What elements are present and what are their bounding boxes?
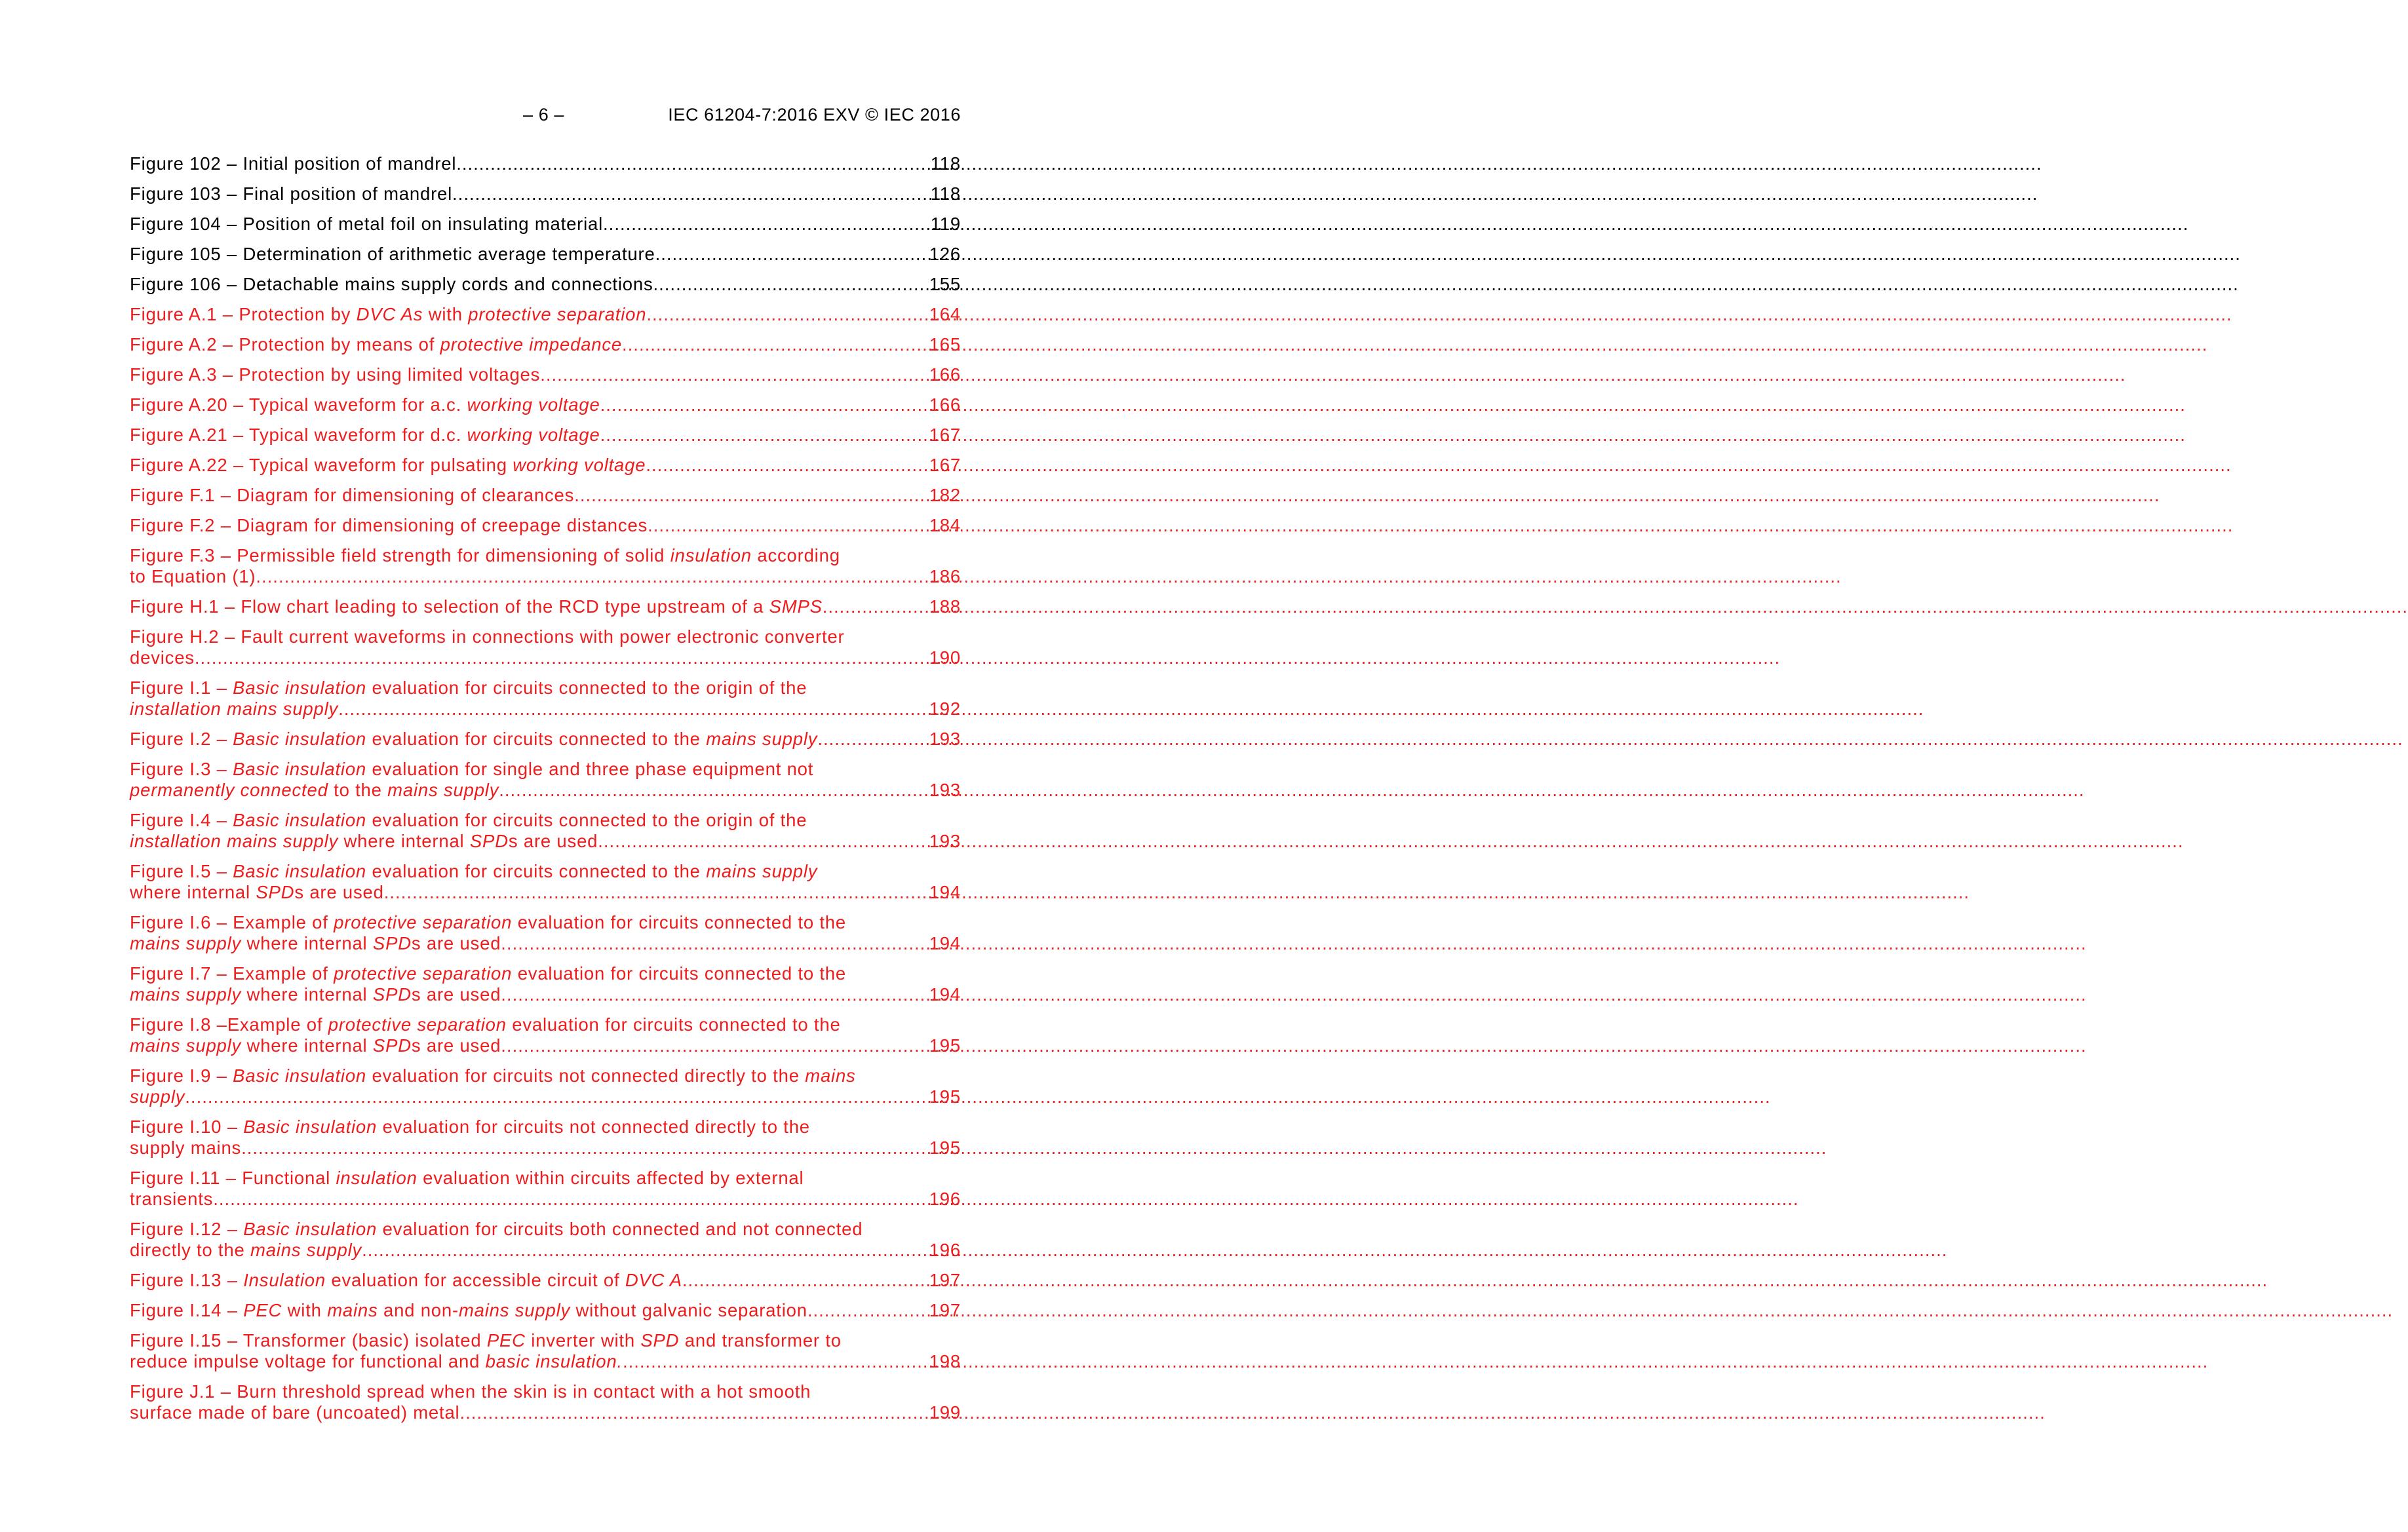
dot-leader [682, 1270, 928, 1291]
dot-leader [817, 729, 927, 750]
toc-entry[interactable] [130, 274, 961, 295]
defined-term: Basic insulation [243, 1117, 378, 1137]
toc-entry-title [130, 1138, 241, 1159]
title-text: Figure A.20 – Typical waveform for a.c. [130, 394, 467, 415]
toc-entry-line [130, 626, 961, 647]
title-text: s are used [411, 984, 501, 1005]
toc-entry-line [130, 882, 961, 903]
toc-page-number: 184 [929, 515, 961, 535]
dot-leader [823, 596, 928, 617]
dot-leader [653, 274, 928, 295]
toc-entry-title [130, 1240, 362, 1261]
toc-page-number: 164 [929, 304, 961, 324]
dot-leader [338, 699, 928, 719]
toc-page-number: 167 [929, 425, 961, 445]
title-text: evaluation within circuits affected by external [417, 1168, 804, 1188]
title-text: s are used [411, 1035, 501, 1056]
defined-term: SPD [372, 933, 412, 953]
toc-entry[interactable] [130, 1330, 961, 1372]
title-text: Figure F.3 – Permissible field strength for dimensioning of solid [130, 545, 670, 565]
toc-page-number: 195 [929, 1035, 961, 1056]
toc-page-number: 197 [929, 1300, 961, 1320]
toc-entry-title [130, 1351, 623, 1372]
toc-entry-line [130, 1381, 961, 1402]
title-text: Figure J.1 – Burn threshold spread when the skin is in contact with a hot smooth [130, 1381, 811, 1402]
defined-term: PEC [243, 1300, 282, 1320]
toc-entry[interactable] [130, 394, 961, 415]
defined-term: SPD [469, 831, 509, 851]
title-text: Figure I.11 – Functional [130, 1168, 336, 1188]
dot-leader [499, 780, 927, 801]
defined-term: PEC [486, 1330, 526, 1350]
title-text: according [751, 545, 840, 565]
title-text: evaluation for circuits connected to the [366, 861, 707, 881]
toc-entry-line [130, 304, 961, 325]
toc-entry-line [130, 831, 961, 852]
title-text: s are used [294, 882, 384, 902]
title-text: without galvanic separation [570, 1300, 807, 1320]
page-number: – 6 – [523, 105, 565, 124]
toc-page-number: 194 [929, 933, 961, 953]
toc-entry-title [130, 729, 817, 750]
defined-term: basic insulation. [485, 1351, 623, 1371]
dot-leader [456, 153, 929, 174]
title-text: s are used [411, 933, 501, 953]
title-text: Figure A.3 – Protection by using limited voltages [130, 364, 541, 385]
toc-entry[interactable] [130, 1065, 961, 1107]
defined-term: DVC A [625, 1270, 682, 1290]
toc-page-number: 195 [929, 1086, 961, 1107]
defined-term: protective separation [334, 963, 513, 984]
title-text: with [282, 1300, 328, 1320]
toc-entry-title [130, 780, 499, 801]
toc-entry-line [130, 1014, 961, 1035]
toc-entry-line [130, 1086, 961, 1107]
toc-entry-title [130, 425, 600, 446]
dot-leader [256, 566, 927, 587]
defined-term: working voltage [467, 425, 600, 445]
toc-entry[interactable] [130, 334, 961, 355]
dot-leader [501, 933, 927, 954]
title-text: inverter with [525, 1330, 641, 1350]
defined-term: insulation [336, 1168, 418, 1188]
defined-term: protective separation [468, 304, 647, 324]
toc-entry-title [130, 1189, 213, 1210]
title-text: s are used [508, 831, 598, 851]
dot-leader [452, 183, 929, 204]
toc-entry-line [130, 545, 961, 566]
toc-entry-title [130, 566, 256, 587]
toc-page-number: 198 [929, 1351, 961, 1371]
title-text: Figure I.13 – [130, 1270, 244, 1290]
toc-page-number: 193 [929, 780, 961, 800]
defined-term: Insulation [243, 1270, 326, 1290]
toc-entry-line [130, 1117, 961, 1138]
title-text: Figure H.2 – Fault current waveforms in connections with power electronic converter [130, 626, 845, 647]
title-text: evaluation for circuits connected to the origin of the [366, 678, 807, 698]
title-text: evaluation for accessible circuit of [325, 1270, 625, 1290]
toc-entry[interactable] [130, 545, 961, 587]
toc-entry-line [130, 1330, 961, 1351]
title-text: Figure A.21 – Typical waveform for d.c. [130, 425, 467, 445]
toc-entry-line [130, 596, 961, 617]
defined-term: SPD [640, 1330, 680, 1350]
defined-term: mains supply [706, 729, 818, 749]
toc-entry[interactable] [130, 485, 961, 506]
title-text: Figure I.7 – Example of [130, 963, 334, 984]
title-text: Figure F.2 – Diagram for dimensioning of creepage distances [130, 515, 648, 535]
title-text: Figure I.10 – [130, 1117, 244, 1137]
toc-entry[interactable] [130, 153, 961, 174]
dot-leader [459, 1402, 927, 1423]
defined-term: mains [327, 1300, 378, 1320]
title-text: to the [328, 780, 388, 800]
toc-entry[interactable] [130, 455, 961, 476]
toc-entry-line [130, 1402, 961, 1423]
toc-entry-line [130, 1300, 961, 1321]
toc-entry-line [130, 274, 961, 295]
toc-page-number: 194 [929, 882, 961, 902]
defined-term: mains supply [387, 780, 499, 800]
title-text: where internal [241, 933, 373, 953]
title-text: and non- [378, 1300, 459, 1320]
toc-page-number: 126 [929, 244, 961, 264]
toc-entry[interactable] [130, 1270, 961, 1291]
title-text: evaluation for circuits connected to the [512, 963, 846, 984]
toc-entry-line [130, 810, 961, 831]
title-text: surface made of bare (uncoated) metal [130, 1402, 460, 1423]
title-text: directly to the [130, 1240, 250, 1260]
toc-entry-title [130, 334, 622, 355]
toc-entry-line [130, 334, 961, 355]
toc-entry-title [130, 274, 653, 295]
toc-entry-line [130, 1168, 961, 1189]
toc-page-number: 199 [929, 1402, 961, 1423]
toc-entry[interactable] [130, 1300, 961, 1321]
title-text: evaluation for circuits connected to the origin of the [366, 810, 807, 830]
toc-entry-line [130, 244, 961, 265]
toc-page-number: 194 [929, 984, 961, 1005]
toc-entry[interactable] [130, 1014, 961, 1056]
defined-term: protective separation [328, 1014, 507, 1035]
title-text: to Equation (1) [130, 566, 256, 586]
title-text: Figure I.5 – [130, 861, 233, 881]
defined-term: mains supply [130, 933, 242, 953]
toc-entry-line [130, 678, 961, 699]
toc-entry[interactable] [130, 425, 961, 446]
toc-entry-title [130, 984, 501, 1005]
toc-page-number: 155 [929, 274, 961, 294]
toc-page-number: 188 [929, 596, 961, 617]
dot-leader [646, 304, 927, 325]
defined-term: working voltage [513, 455, 646, 475]
dot-leader [807, 1300, 928, 1321]
toc-entry-line [130, 364, 961, 385]
toc-entry-line [130, 1351, 961, 1372]
dot-leader [362, 1240, 928, 1261]
title-text: Figure 104 – Position of metal foil on insulating material [130, 214, 604, 234]
toc-entry-line [130, 566, 961, 587]
title-text: Figure F.1 – Diagram for dimensioning of clearances [130, 485, 575, 505]
title-text: Figure I.14 – [130, 1300, 244, 1320]
title-text: Figure 102 – Initial position of mandrel [130, 153, 457, 174]
defined-term: SPD [256, 882, 295, 902]
toc-page-number: 119 [930, 214, 961, 234]
toc-entry-title [130, 933, 501, 954]
dot-leader [241, 1138, 928, 1159]
toc-entry[interactable] [130, 626, 961, 668]
toc-entry-line [130, 1065, 961, 1086]
title-text: Figure I.9 – [130, 1065, 233, 1086]
defined-term: Basic insulation [243, 1219, 378, 1239]
toc-page-number: 197 [929, 1270, 961, 1290]
dot-leader [603, 214, 929, 235]
toc-entry-title [130, 455, 646, 476]
dot-leader [622, 334, 928, 355]
title-text: Figure A.2 – Protection by means of [130, 334, 440, 354]
toc-entry-line [130, 1138, 961, 1159]
toc-entry-line [130, 912, 961, 933]
defined-term: working voltage [467, 394, 600, 415]
toc-entry-title [130, 882, 384, 903]
toc-entry-title [130, 214, 603, 235]
toc-entry[interactable] [130, 759, 961, 801]
toc-entry-title [130, 596, 823, 617]
toc-entry[interactable] [130, 912, 961, 954]
toc-entry[interactable] [130, 515, 961, 536]
toc-page-number: 118 [930, 153, 961, 174]
title-text: evaluation for circuits connected to the [512, 912, 846, 932]
toc-entry-line [130, 933, 961, 954]
title-text: evaluation for circuits connected to the [366, 729, 707, 749]
defined-term: mains supply [458, 1300, 571, 1320]
toc-entry-line [130, 425, 961, 446]
dot-leader [540, 364, 928, 385]
toc-entry-title [130, 1270, 682, 1291]
toc-entry-line [130, 963, 961, 984]
toc-entry-title [130, 699, 338, 719]
toc-page-number: 166 [929, 364, 961, 385]
title-text: Figure I.4 – [130, 810, 233, 830]
toc-page-number: 165 [929, 334, 961, 354]
toc-page-number: 192 [929, 699, 961, 719]
toc-page-number: 118 [930, 183, 961, 204]
toc-entry-line [130, 1270, 961, 1291]
toc-entry-title [130, 153, 456, 174]
title-text: devices [130, 647, 195, 668]
defined-term: protective impedance [440, 334, 623, 354]
defined-term: protective separation [334, 912, 513, 932]
document-identifier: IEC 61204-7:2016 EXV © IEC 2016 [668, 105, 961, 124]
dot-leader [185, 1086, 927, 1107]
toc-entry-line [130, 647, 961, 668]
title-text: Figure A.22 – Typical waveform for pulsating [130, 455, 513, 475]
title-text: Figure A.1 – Protection by [130, 304, 357, 324]
toc-entry[interactable] [130, 214, 961, 235]
toc-entry-line [130, 515, 961, 536]
toc-entry-title [130, 364, 540, 385]
defined-term: SMPS [769, 596, 823, 617]
toc-entry-line [130, 759, 961, 780]
toc-entry-line [130, 455, 961, 476]
toc-entry-line [130, 729, 961, 750]
toc-entry-line [130, 394, 961, 415]
defined-term: Basic insulation [233, 810, 367, 830]
toc-entry[interactable] [130, 304, 961, 325]
toc-entry-line [130, 485, 961, 506]
dot-leader [598, 831, 927, 852]
toc-entry-line [130, 153, 961, 174]
title-text: and transformer to [679, 1330, 842, 1350]
defined-term: mains supply [706, 861, 818, 881]
defined-term: installation mains supply [130, 699, 339, 719]
defined-term: Basic insulation [233, 678, 367, 698]
dot-leader [213, 1189, 927, 1210]
toc-entry[interactable] [130, 1219, 961, 1261]
dot-leader [623, 1351, 928, 1372]
toc-page-number: 193 [929, 729, 961, 749]
dot-leader [384, 882, 928, 903]
defined-term: Basic insulation [233, 759, 367, 779]
title-text: Figure 105 – Determination of arithmetic average temperature [130, 244, 655, 264]
toc-entry[interactable] [130, 1381, 961, 1423]
toc-page-number: 196 [929, 1240, 961, 1260]
page-header [130, 102, 961, 128]
toc-entry-title [130, 647, 195, 668]
toc-entry-line [130, 861, 961, 882]
title-text: Figure I.15 – Transformer (basic) isolated [130, 1330, 487, 1350]
toc-entry[interactable] [130, 183, 961, 204]
dot-leader [600, 394, 928, 415]
title-text: Figure 103 – Final position of mandrel [130, 183, 453, 204]
title-text: evaluation for circuits not connected directly to the [377, 1117, 810, 1137]
title-text: evaluation for circuits connected to the [506, 1014, 841, 1035]
title-text: where internal [241, 984, 373, 1005]
toc-entry-title [130, 394, 600, 415]
dot-leader [600, 425, 928, 446]
toc-page-number: 167 [929, 455, 961, 475]
defined-term: mains supply [130, 1035, 242, 1056]
toc-entry[interactable] [130, 861, 961, 903]
toc-entry-line [130, 780, 961, 801]
toc-entry[interactable] [130, 678, 961, 719]
title-text: Figure H.1 – Flow chart leading to selection of the RCD type upstream of a [130, 596, 769, 617]
dot-leader [574, 485, 928, 506]
toc-entry-title [130, 1402, 459, 1423]
defined-term: Basic insulation [233, 1065, 367, 1086]
defined-term: SPD [372, 984, 412, 1005]
toc-page-number: 196 [929, 1189, 961, 1209]
title-text: Figure I.12 – [130, 1219, 244, 1239]
defined-term: supply [130, 1086, 185, 1107]
defined-term: mains supply [130, 984, 242, 1005]
dot-leader [655, 244, 928, 265]
defined-term: permanently connected [130, 780, 328, 800]
toc-entry-title [130, 515, 648, 536]
toc-entry-title [130, 1086, 185, 1107]
toc-entry[interactable] [130, 729, 961, 750]
title-text: where internal [130, 882, 256, 902]
dot-leader [501, 1035, 927, 1056]
toc-page-number: 195 [929, 1138, 961, 1158]
toc-entry-line [130, 699, 961, 719]
toc-entry-line [130, 1240, 961, 1261]
toc-entry-title [130, 1300, 807, 1321]
list-of-figures [130, 153, 961, 1432]
toc-entry[interactable] [130, 596, 961, 617]
defined-term: Basic insulation [233, 861, 367, 881]
title-text: supply mains [130, 1138, 242, 1158]
title-text: Figure I.6 – Example of [130, 912, 334, 932]
toc-entry[interactable] [130, 1168, 961, 1210]
toc-entry-title [130, 183, 452, 204]
title-text: Figure I.2 – [130, 729, 233, 749]
toc-entry-title [130, 485, 574, 506]
title-text: evaluation for single and three phase equipment not [366, 759, 814, 779]
defined-term: mains supply [250, 1240, 362, 1260]
toc-entry[interactable] [130, 963, 961, 1005]
toc-page-number: 193 [929, 831, 961, 851]
defined-term: DVC As [356, 304, 423, 324]
toc-entry-title [130, 1035, 501, 1056]
toc-entry[interactable] [130, 1117, 961, 1159]
toc-entry-line [130, 214, 961, 235]
title-text: evaluation for circuits both connected and not connected [377, 1219, 863, 1239]
title-text: Figure I.8 –Example of [130, 1014, 328, 1035]
toc-entry-title [130, 831, 598, 852]
toc-entry-line [130, 984, 961, 1005]
toc-entry[interactable] [130, 810, 961, 852]
defined-term: SPD [372, 1035, 412, 1056]
title-text: Figure I.3 – [130, 759, 233, 779]
title-text: where internal [241, 1035, 373, 1056]
title-text: transients [130, 1189, 214, 1209]
defined-term: installation mains supply [130, 831, 339, 851]
defined-term: mains [805, 1065, 856, 1086]
toc-entry-title [130, 244, 655, 265]
toc-entry[interactable] [130, 364, 961, 385]
toc-page-number: 166 [929, 394, 961, 415]
dot-leader [646, 455, 927, 476]
title-text: Figure I.1 – [130, 678, 233, 698]
toc-entry-line [130, 183, 961, 204]
title-text: where internal [338, 831, 470, 851]
toc-entry-title [130, 304, 646, 325]
dot-leader [501, 984, 927, 1005]
title-text: Figure 106 – Detachable mains supply cords and connections [130, 274, 653, 294]
title-text: reduce impulse voltage for functional and [130, 1351, 486, 1371]
toc-entry-line [130, 1219, 961, 1240]
toc-entry-line [130, 1035, 961, 1056]
dot-leader [195, 647, 928, 668]
title-text: with [423, 304, 469, 324]
toc-entry-line [130, 1189, 961, 1210]
toc-page-number: 182 [929, 485, 961, 505]
dot-leader [648, 515, 928, 536]
toc-page-number: 190 [929, 647, 961, 668]
defined-term: Basic insulation [233, 729, 367, 749]
title-text: evaluation for circuits not connected directly to the [366, 1065, 806, 1086]
defined-term: insulation [670, 545, 752, 565]
toc-entry[interactable] [130, 244, 961, 265]
toc-page-number: 186 [929, 566, 961, 586]
